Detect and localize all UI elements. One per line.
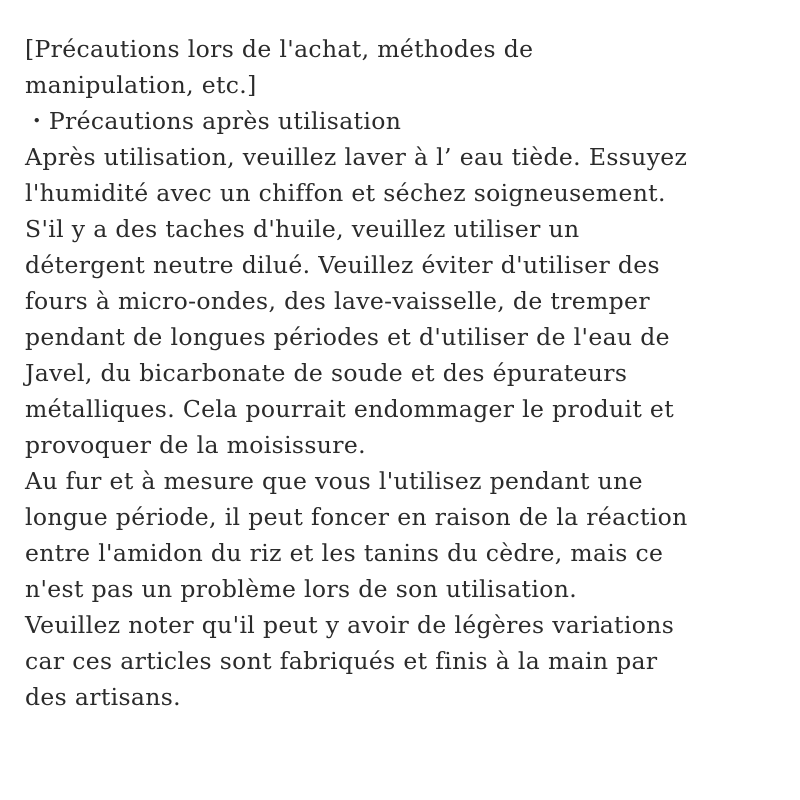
text-line: des artisans.	[25, 683, 181, 711]
text-line: fours à micro-ondes, des lave-vaisselle, de tremper	[25, 287, 650, 315]
section-heading-line-2: manipulation, etc.]	[25, 71, 257, 99]
text-line: Veuillez noter qu'il peut y avoir de légères variations	[25, 611, 675, 639]
text-line: métalliques. Cela pourrait endommager le produit et	[25, 395, 674, 423]
text-line: Au fur et à mesure que vous l'utilisez pendant une	[25, 467, 643, 495]
text-line: l'humidité avec un chiffon et séchez soigneusement.	[25, 179, 666, 207]
document-body	[25, 31, 785, 715]
text-line: longue période, il peut foncer en raison de la réaction	[25, 503, 688, 531]
text-line: S'il y a des taches d'huile, veuillez utiliser un	[25, 215, 580, 243]
text-line: Après utilisation, veuillez laver à l’ eau tiède. Essuyez	[25, 143, 688, 171]
text-line: provoquer de la moisissure.	[25, 431, 366, 459]
text-line: entre l'amidon du riz et les tanins du cèdre, mais ce	[25, 539, 664, 567]
text-line: Javel, du bicarbonate de soude et des épurateurs	[25, 359, 628, 387]
section-heading-line-1: [Précautions lors de l'achat, méthodes de	[25, 35, 534, 63]
text-line: détergent neutre dilué. Veuillez éviter d'utiliser des	[25, 251, 660, 279]
text-line: pendant de longues périodes et d'utiliser de l'eau de	[25, 323, 670, 351]
subheading: ・Précautions après utilisation	[25, 107, 402, 135]
text-line: n'est pas un problème lors de son utilisation.	[25, 575, 578, 603]
text-line: car ces articles sont fabriqués et finis à la main par	[25, 647, 658, 675]
